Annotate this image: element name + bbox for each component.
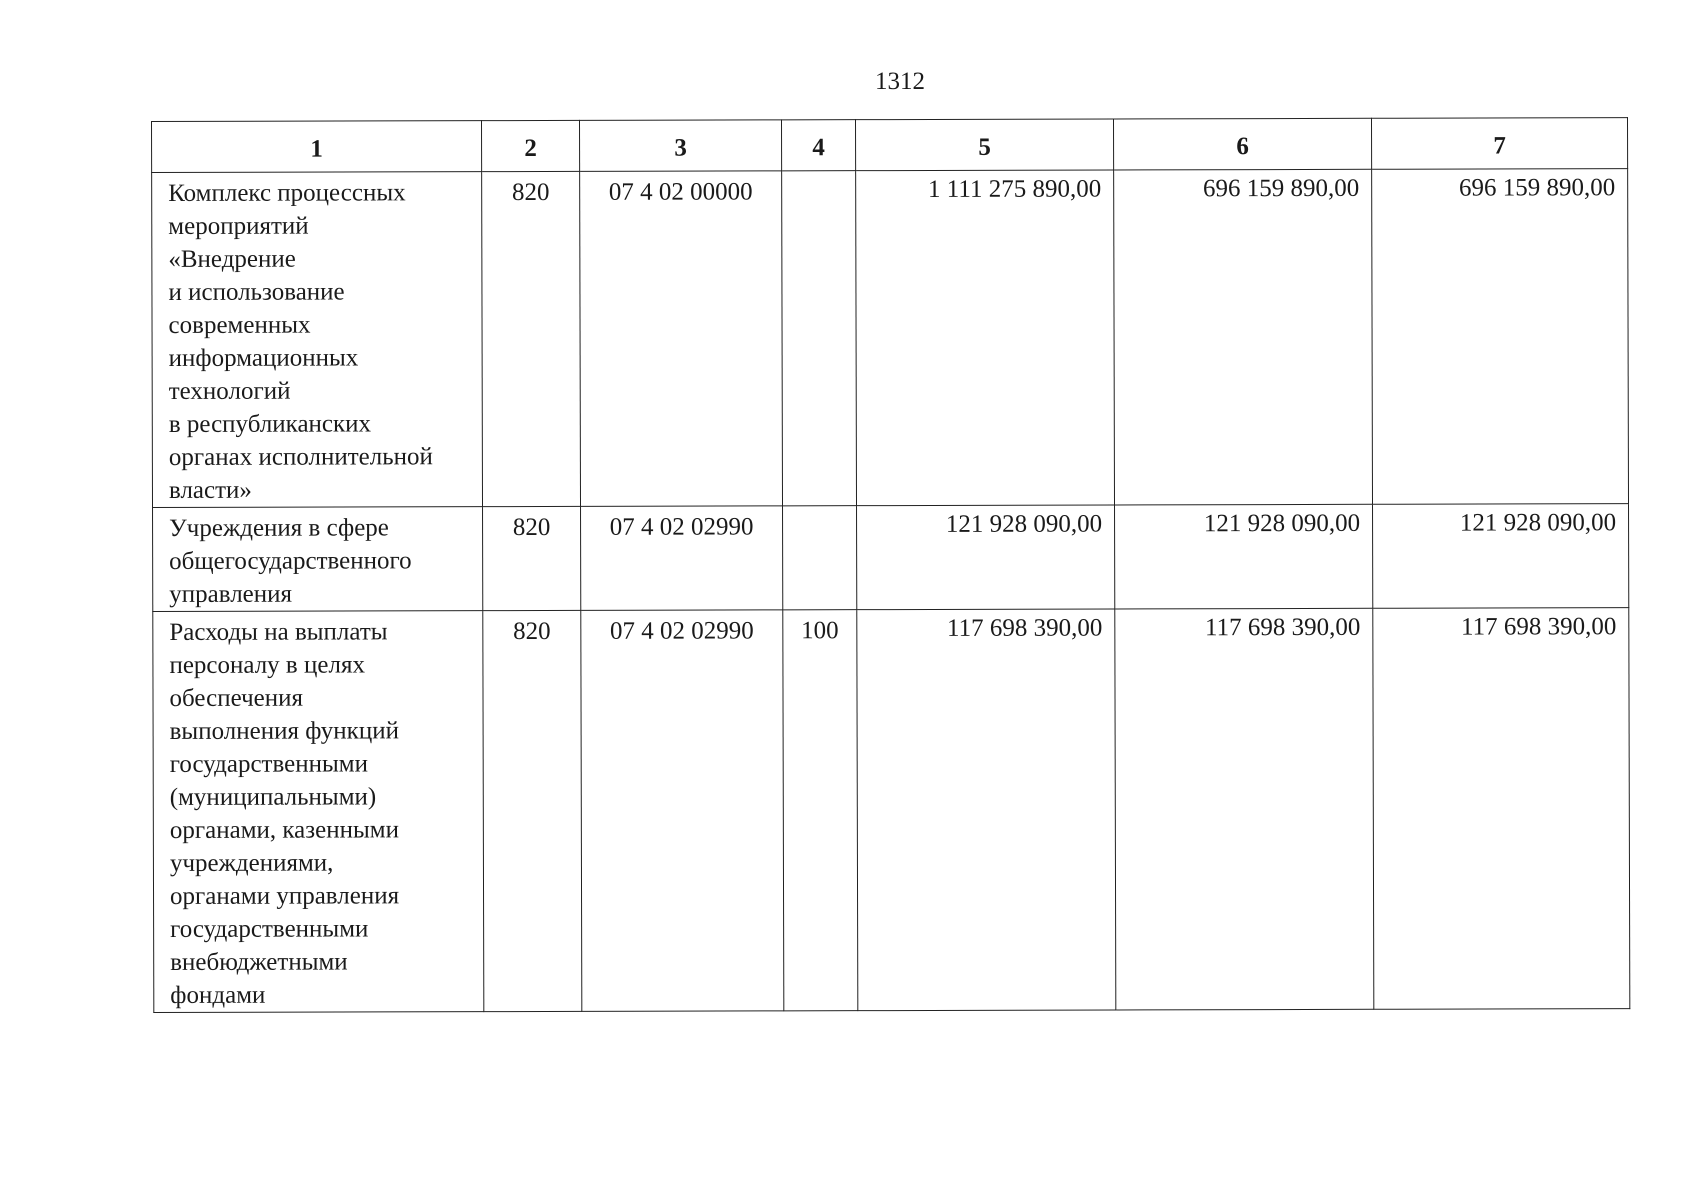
row-col-3: 07 4 02 02990 (581, 506, 783, 611)
budget-table (151, 117, 1630, 1013)
row-col-2: 820 (483, 506, 581, 610)
row-col-4 (783, 506, 857, 610)
header-col-6: 6 (1113, 118, 1371, 170)
row-name: Учреждения в сфере общегосударственного управления (153, 507, 483, 612)
page-number: 1312 (875, 68, 925, 95)
row-col-6: 121 928 090,00 (1115, 504, 1373, 609)
row-col-5: 117 698 390,00 (857, 609, 1116, 1011)
header-col-5: 5 (855, 119, 1113, 171)
row-col-4 (782, 171, 857, 506)
row-col-2: 820 (483, 610, 582, 1011)
row-col-3: 07 4 02 02990 (581, 610, 784, 1012)
row-col-5: 1 111 275 890,00 (856, 170, 1115, 506)
table-row (153, 504, 1629, 612)
table-row (152, 169, 1629, 508)
header-col-1: 1 (152, 121, 482, 173)
header-col-2: 2 (482, 120, 580, 171)
row-col-7: 696 159 890,00 (1372, 169, 1629, 505)
table-row (153, 608, 1630, 1013)
row-col-7: 117 698 390,00 (1373, 608, 1630, 1010)
header-col-4: 4 (781, 120, 855, 171)
row-col-5: 121 928 090,00 (857, 505, 1115, 610)
row-col-4: 100 (783, 610, 858, 1011)
row-col-2: 820 (482, 171, 581, 506)
header-col-7: 7 (1371, 118, 1627, 170)
row-name: Комплекс процессных мероприятий «Внедрение и использование современных информационных технологий в республиканских органах исполнительной власти» (152, 172, 483, 508)
row-col-6: 117 698 390,00 (1115, 608, 1374, 1010)
row-col-7: 121 928 090,00 (1373, 504, 1629, 609)
table-header-row (152, 118, 1628, 173)
row-col-3: 07 4 02 00000 (580, 171, 783, 507)
header-col-3: 3 (579, 120, 781, 172)
row-name: Расходы на выплаты персоналу в целях обеспечения выполнения функций государственными (муниципальными) органами, казенными учреждениями, органами управления государственными внебюджетными фондами (153, 611, 484, 1013)
row-col-6: 696 159 890,00 (1114, 169, 1373, 505)
